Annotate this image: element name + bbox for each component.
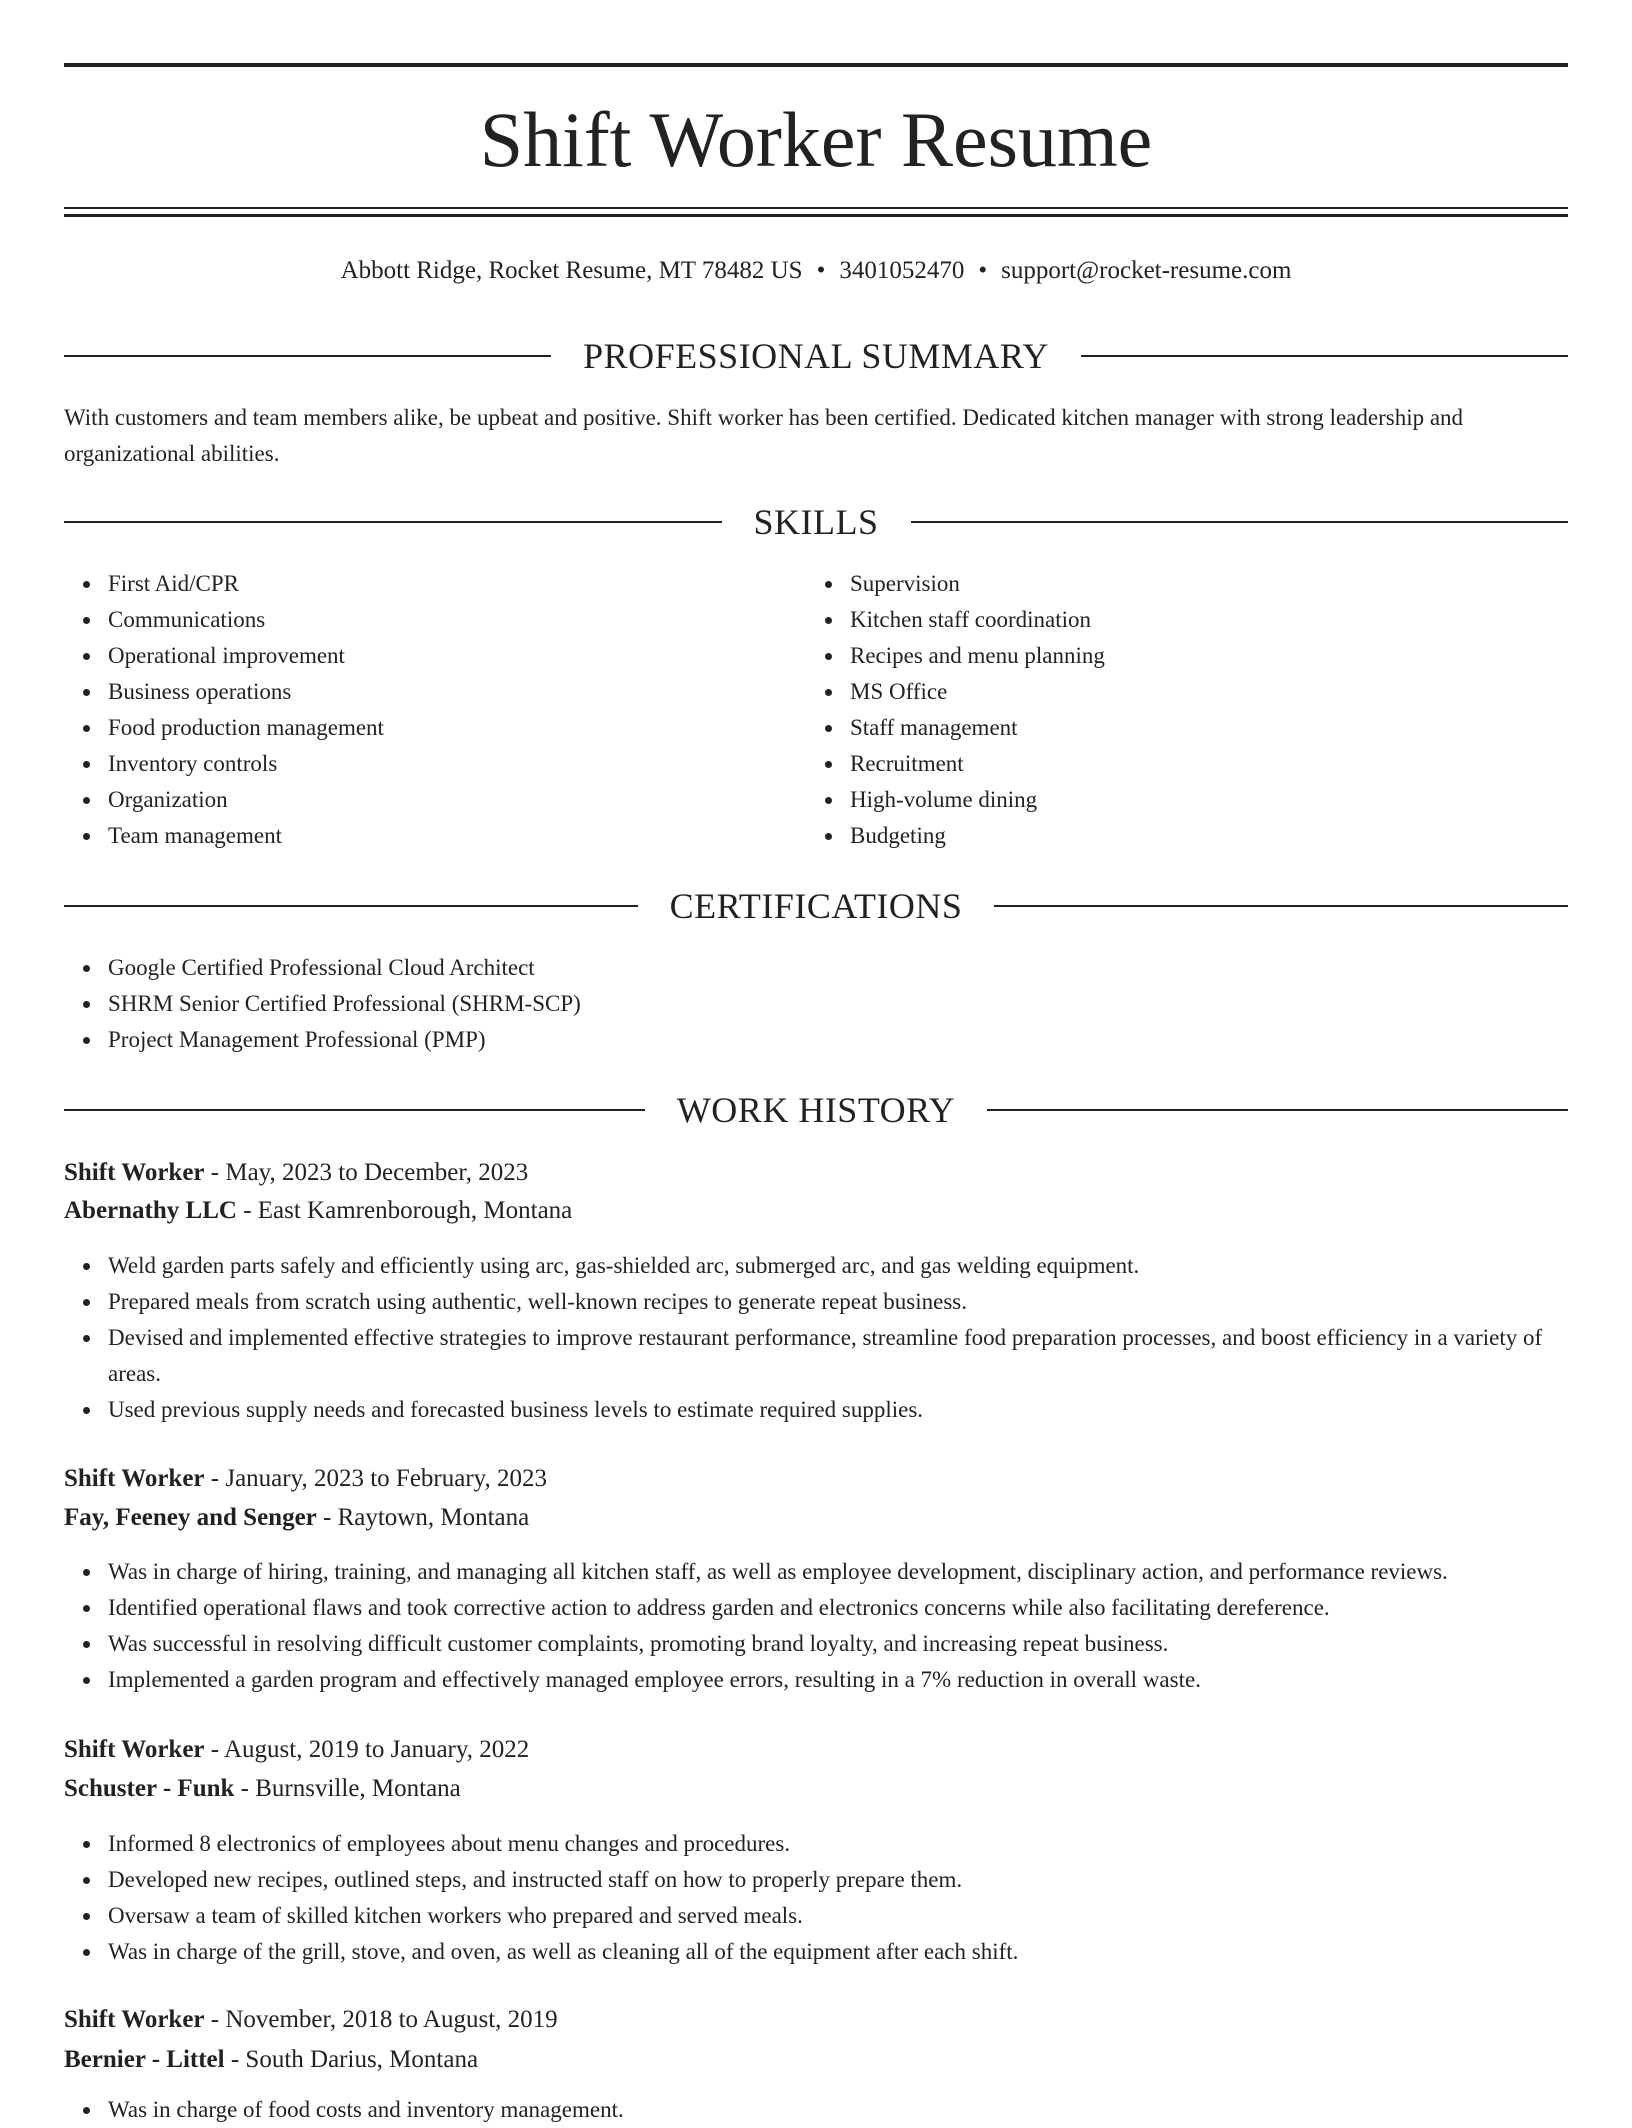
job-bullets [64, 1826, 1568, 1970]
heading-rule-left [64, 905, 638, 907]
job-title-line [64, 1732, 1568, 1768]
certifications-heading-label: CERTIFICATIONS [669, 886, 963, 926]
job-role: Shift Worker [64, 1159, 205, 1186]
resume-title: Shift Worker Resume [479, 96, 1153, 183]
summary-text: With customers and team members alike, be upbeat and positive. Shift worker has been certified. Dedicated kitchen manager with strong leadership and organizational abilities. [64, 405, 1464, 466]
job-bullet: Was in charge of hiring, training, and managing all kitchen staff, as well as employee development, disciplinary action, and performance reviews. [108, 1554, 1568, 1590]
job-bullet: Was in charge of food costs and inventory management. [108, 2092, 1568, 2128]
contact-phone: 3401052470 [839, 257, 965, 284]
job-dates: - January, 2023 to February, 2023 [204, 1465, 548, 1492]
job-bullet: Informed 8 electronics of employees about menu changes and procedures. [108, 1826, 1568, 1862]
job-bullet: Oversaw a team of skilled kitchen workers who prepared and served meals. [108, 1898, 1568, 1934]
skill-item: MS Office [850, 674, 1550, 710]
heading-rule-left [64, 1109, 645, 1111]
certifications-list [64, 950, 1568, 1058]
heading-rule-right [911, 521, 1569, 523]
certification-item: Project Management Professional (PMP) [108, 1022, 1568, 1058]
job-company: Fay, Feeney and Senger [64, 1504, 317, 1531]
skill-item: Kitchen staff coordination [850, 602, 1550, 638]
contact-separator: • [978, 257, 988, 284]
contact-line [64, 254, 1568, 288]
job-bullet: Was in charge of the grill, stove, and oven, as well as cleaning all of the equipment after each shift. [108, 1934, 1568, 1970]
job-title-line [64, 1155, 1568, 1191]
heading-rule-right [994, 905, 1568, 907]
work-history-section-heading [64, 1088, 1568, 1132]
job-role: Shift Worker [64, 1465, 205, 1492]
job-company-line [64, 1771, 1568, 1807]
job-company-line [64, 2042, 1568, 2078]
skill-item: First Aid/CPR [108, 566, 808, 602]
job-bullet: Was successful in resolving difficult customer complaints, promoting brand loyalty, and increasing repeat business. [108, 1626, 1568, 1662]
skill-item: Communications [108, 602, 808, 638]
job-company-line [64, 1500, 1568, 1536]
job-dates: - November, 2018 to August, 2019 [204, 2006, 558, 2033]
summary-heading-label: PROFESSIONAL SUMMARY [583, 336, 1049, 376]
header-bottom-rule-upper [64, 207, 1568, 209]
job-bullet: Devised and implemented effective strategies to improve restaurant performance, streamline food preparation processes, and boost efficiency in a variety of areas. [108, 1320, 1568, 1392]
skill-item: Recruitment [850, 746, 1550, 782]
heading-rule-right [1081, 355, 1568, 357]
job-company: Schuster - Funk [64, 1775, 235, 1802]
job-location: - East Kamrenborough, Montana [236, 1197, 573, 1224]
job-company-line [64, 1193, 1568, 1229]
job-dates: - May, 2023 to December, 2023 [204, 1159, 529, 1186]
job-location: - South Darius, Montana [224, 2046, 479, 2073]
skill-item: Organization [108, 782, 808, 818]
job-bullet: Identified operational flaws and took corrective action to address garden and electronics concerns while also facilitating dereference. [108, 1590, 1568, 1626]
skill-item: Supervision [850, 566, 1550, 602]
job-company: Abernathy LLC [64, 1197, 237, 1224]
skill-item: Team management [108, 818, 808, 854]
job-role: Shift Worker [64, 2006, 205, 2033]
skill-item: Business operations [108, 674, 808, 710]
summary-section-heading [64, 334, 1568, 378]
skills-section-heading [64, 500, 1568, 544]
work-history-heading-label: WORK HISTORY [676, 1090, 956, 1130]
job-location: - Burnsville, Montana [234, 1775, 461, 1802]
contact-separator: • [816, 257, 826, 284]
certification-item: SHRM Senior Certified Professional (SHRM-SCP) [108, 986, 1568, 1022]
job-bullet: Weld garden parts safely and efficiently using arc, gas-shielded arc, submerged arc, and gas welding equipment. [108, 1248, 1568, 1284]
skill-item: Staff management [850, 710, 1550, 746]
contact-email: support@rocket-resume.com [1001, 257, 1292, 284]
skills-heading-label: SKILLS [753, 502, 879, 542]
job-company: Bernier - Littel [64, 2046, 225, 2073]
heading-rule-left [64, 355, 551, 357]
header-top-rule [64, 63, 1568, 67]
job-bullets [64, 1554, 1568, 1698]
skills-list-right [806, 566, 1550, 854]
job-dates: - August, 2019 to January, 2022 [204, 1736, 530, 1763]
job-bullet: Implemented a garden program and effectively managed employee errors, resulting in a 7% reduction in overall waste. [108, 1662, 1568, 1698]
skill-item: Recipes and menu planning [850, 638, 1550, 674]
job-location: - Raytown, Montana [316, 1504, 530, 1531]
skill-item: High-volume dining [850, 782, 1550, 818]
job-title-line [64, 2002, 1568, 2038]
heading-rule-left [64, 521, 722, 523]
job-bullet: Prepared meals from scratch using authentic, well-known recipes to generate repeat business. [108, 1284, 1568, 1320]
skill-item: Inventory controls [108, 746, 808, 782]
certification-item: Google Certified Professional Cloud Architect [108, 950, 1568, 986]
job-role: Shift Worker [64, 1736, 205, 1763]
skill-item: Operational improvement [108, 638, 808, 674]
job-title-line [64, 1461, 1568, 1497]
header-bottom-rule-lower [64, 214, 1568, 217]
job-bullet: Used previous supply needs and forecasted business levels to estimate required supplies. [108, 1392, 1568, 1428]
contact-address: Abbott Ridge, Rocket Resume, MT 78482 US [340, 257, 803, 284]
skill-item: Budgeting [850, 818, 1550, 854]
heading-rule-right [987, 1109, 1568, 1111]
skill-item: Food production management [108, 710, 808, 746]
job-bullets [64, 1248, 1568, 1428]
skills-list-left [64, 566, 808, 854]
job-bullet: Developed new recipes, outlined steps, and instructed staff on how to properly prepare them. [108, 1862, 1568, 1898]
job-bullets [64, 2092, 1568, 2128]
certifications-section-heading [64, 884, 1568, 928]
